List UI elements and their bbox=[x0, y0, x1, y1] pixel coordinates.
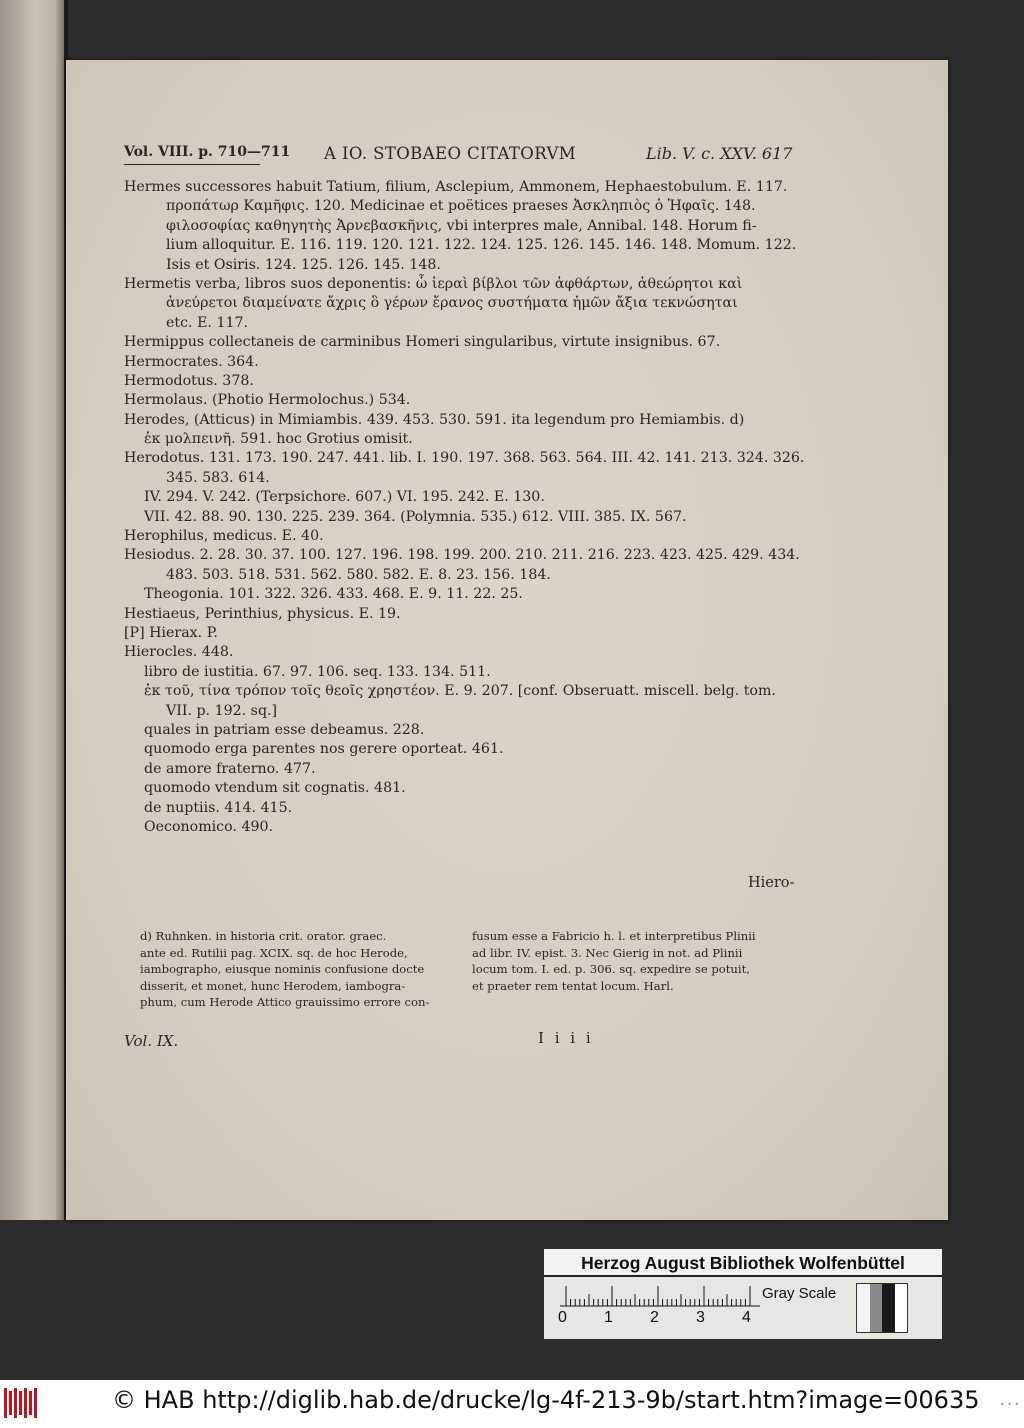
index-line: 345. 583. 614. bbox=[166, 469, 270, 486]
color-scale-target bbox=[544, 1249, 942, 1339]
index-line: 483. 503. 518. 531. 562. 580. 582. E. 8. 23. 156. 184. bbox=[166, 566, 551, 583]
footnote-left-column bbox=[140, 928, 480, 1011]
logo-bar bbox=[14, 1388, 17, 1418]
index-line: Hierocles. 448. bbox=[124, 644, 234, 661]
logo-bar bbox=[19, 1391, 22, 1415]
footnote-line: locum tom. I. ed. p. 306. sq. expedire se potuit, bbox=[472, 962, 750, 977]
index-line: Hermocrates. 364. bbox=[124, 353, 259, 370]
index-line: Hestiaeus, Perinthius, physicus. E. 19. bbox=[124, 605, 401, 622]
footer-dots: • • • bbox=[1000, 1400, 1020, 1409]
footnote-right-column bbox=[472, 928, 812, 994]
index-line: Hermodotus. 378. bbox=[124, 372, 254, 389]
index-line: ἐκ μολπεινῆ. 591. hoc Grotius omisit. bbox=[144, 431, 413, 448]
index-line: Herophilus, medicus. E. 40. bbox=[124, 528, 324, 545]
logo-bar bbox=[34, 1388, 37, 1418]
index-line: Hesiodus. 2. 28. 30. 37. 100. 127. 196. 198. 199. 200. 210. 211. 216. 223. 423. 425. 429. 434. bbox=[124, 547, 800, 564]
index-line: Herodotus. 131. 173. 190. 247. 441. lib. I. 190. 197. 368. 563. 564. III. 42. 141. 213. 324. 326. bbox=[124, 450, 805, 467]
gray-scale-patches bbox=[856, 1283, 908, 1333]
gray-patch bbox=[895, 1284, 908, 1332]
footnote-line: d) Ruhnken. in historia crit. orator. graec. bbox=[140, 929, 387, 943]
ruler-scale bbox=[560, 1285, 760, 1307]
index-line: de nuptiis. 414. 415. bbox=[144, 799, 293, 816]
footer-bar bbox=[0, 1380, 1024, 1428]
volume-signature: Vol. IX. bbox=[124, 1032, 179, 1050]
running-head-page: Lib. V. c. XXV. 617 bbox=[646, 144, 793, 163]
running-head-volume: Vol. VIII. p. 710—711 bbox=[124, 144, 291, 160]
ruler-label: 3 bbox=[696, 1309, 705, 1326]
index-line: Theogonia. 101. 322. 326. 433. 468. E. 9. 11. 22. 25. bbox=[144, 586, 523, 603]
ruler-labels bbox=[558, 1309, 778, 1329]
index-line: de amore fraterno. 477. bbox=[144, 760, 316, 777]
footnote-line: iambographo, eiusque nominis confusione docte bbox=[140, 962, 425, 977]
index-line: libro de iustitia. 67. 97. 106. seq. 133. 134. 511. bbox=[144, 663, 491, 680]
gathering-signature: I i i i bbox=[538, 1029, 594, 1047]
footnote-line: phum, cum Herode Attico grauissimo errore con- bbox=[140, 995, 430, 1010]
index-line: VII. p. 192. sq.] bbox=[166, 702, 278, 719]
index-line: VII. 42. 88. 90. 130. 225. 239. 364. (Polymnia. 535.) 612. VIII. 385. IX. 567. bbox=[144, 508, 687, 525]
index-line: quales in patriam esse debeamus. 228. bbox=[144, 721, 425, 738]
index-line: Hermetis verba, libros suos deponentis: ὦ ἱεραὶ βίβλοι τῶν ἀφθάρτων, ἀθεώρητοι καὶ bbox=[124, 275, 743, 292]
index-line: φιλοσοφίας καθηγητὴς Ἀρνεβασκῆνις, vbi interpres male, Annibal. 148. Horum fi- bbox=[166, 217, 757, 234]
logo-bar bbox=[24, 1388, 27, 1418]
index-line: Oeconomico. 490. bbox=[144, 818, 274, 835]
logo-bar bbox=[9, 1391, 12, 1415]
index-line: [P] Hierax. P. bbox=[124, 624, 218, 641]
gray-patch bbox=[870, 1284, 883, 1332]
library-name: Herzog August Bibliothek Wolfenbüttel bbox=[544, 1249, 942, 1277]
index-line: ἐκ τοῦ, τίνα τρόπον τοῖς θεοῖς χρηστέον. E. 9. 207. [conf. Obseruatt. miscell. belg. tom. bbox=[144, 683, 776, 700]
index-line: Hermes successores habuit Tatium, filium, Asclepium, Ammonem, Hephaestobulum. E. 117. bbox=[124, 179, 788, 195]
footnote-line: ante ed. Rutilii pag. XCIX. sq. de hoc Herode, bbox=[140, 945, 408, 960]
logo-bar bbox=[4, 1388, 7, 1418]
index-entries bbox=[124, 178, 814, 837]
ruler-label: 1 bbox=[604, 1309, 613, 1326]
index-line: Herodes, (Atticus) in Mimiambis. 439. 453. 530. 591. ita legendum pro Hemiambis. d) bbox=[124, 411, 745, 428]
gray-patch bbox=[882, 1284, 895, 1332]
footer-url-text[interactable]: © HAB http://diglib.hab.de/drucke/lg-4f-213-9b/start.htm?image=00635 bbox=[112, 1386, 980, 1414]
ruler-label: 2 bbox=[650, 1309, 659, 1326]
running-head-title: A IO. STOBAEO CITATORVM bbox=[324, 144, 577, 163]
index-line: etc. E. 117. bbox=[166, 314, 249, 331]
index-line: Isis et Osiris. 124. 125. 126. 145. 148. bbox=[166, 256, 441, 273]
hab-logo-icon bbox=[4, 1388, 38, 1418]
running-head-underline bbox=[124, 164, 260, 165]
logo-bar bbox=[29, 1391, 32, 1415]
index-line: lium alloquitur. E. 116. 119. 120. 121. 122. 124. 125. 126. 145. 146. 148. Momum. 122. bbox=[166, 237, 797, 254]
index-line: προπάτωρ Καμῆφις. 120. Medicinae et poëtices praeses Ἀσκληπιὸς ὁ Ἡφαῖς. 148. bbox=[166, 198, 756, 215]
index-line: quomodo erga parentes nos gerere oporteat. 461. bbox=[144, 741, 504, 758]
index-line: Hermippus collectaneis de carminibus Homeri singularibus, virtute insignibus. 67. bbox=[124, 334, 721, 351]
index-line: ἀνεύρετοι διαμείνατε ἄχρις ὃ γέρων ἔρανος συστήματα ἡμῶν ἄξια τεκνώσηται bbox=[166, 295, 738, 312]
ruler-label: 0 bbox=[558, 1309, 567, 1326]
index-line: IV. 294. V. 242. (Terpsichore. 607.) VI. 195. 242. E. 130. bbox=[144, 489, 545, 506]
gray-scale-label: Gray Scale bbox=[762, 1285, 837, 1302]
footnote-line: disserit, et monet, hunc Herodem, iambogra- bbox=[140, 978, 406, 993]
index-line: quomodo vtendum sit cognatis. 481. bbox=[144, 780, 406, 797]
footnote-line: ad libr. IV. epist. 3. Nec Gierig in not. ad Plinii bbox=[472, 945, 743, 960]
previous-page-edge bbox=[0, 0, 64, 1220]
ruler-label: 4 bbox=[742, 1309, 751, 1326]
gray-patch bbox=[857, 1284, 870, 1332]
footnote-line: fusum esse a Fabricio h. l. et interpretibus Plinii bbox=[472, 929, 756, 943]
catchword: Hiero- bbox=[748, 875, 795, 891]
index-line: Hermolaus. (Photio Hermolochus.) 534. bbox=[124, 392, 411, 409]
footnote-line: et praeter rem tentat locum. Harl. bbox=[472, 978, 674, 993]
